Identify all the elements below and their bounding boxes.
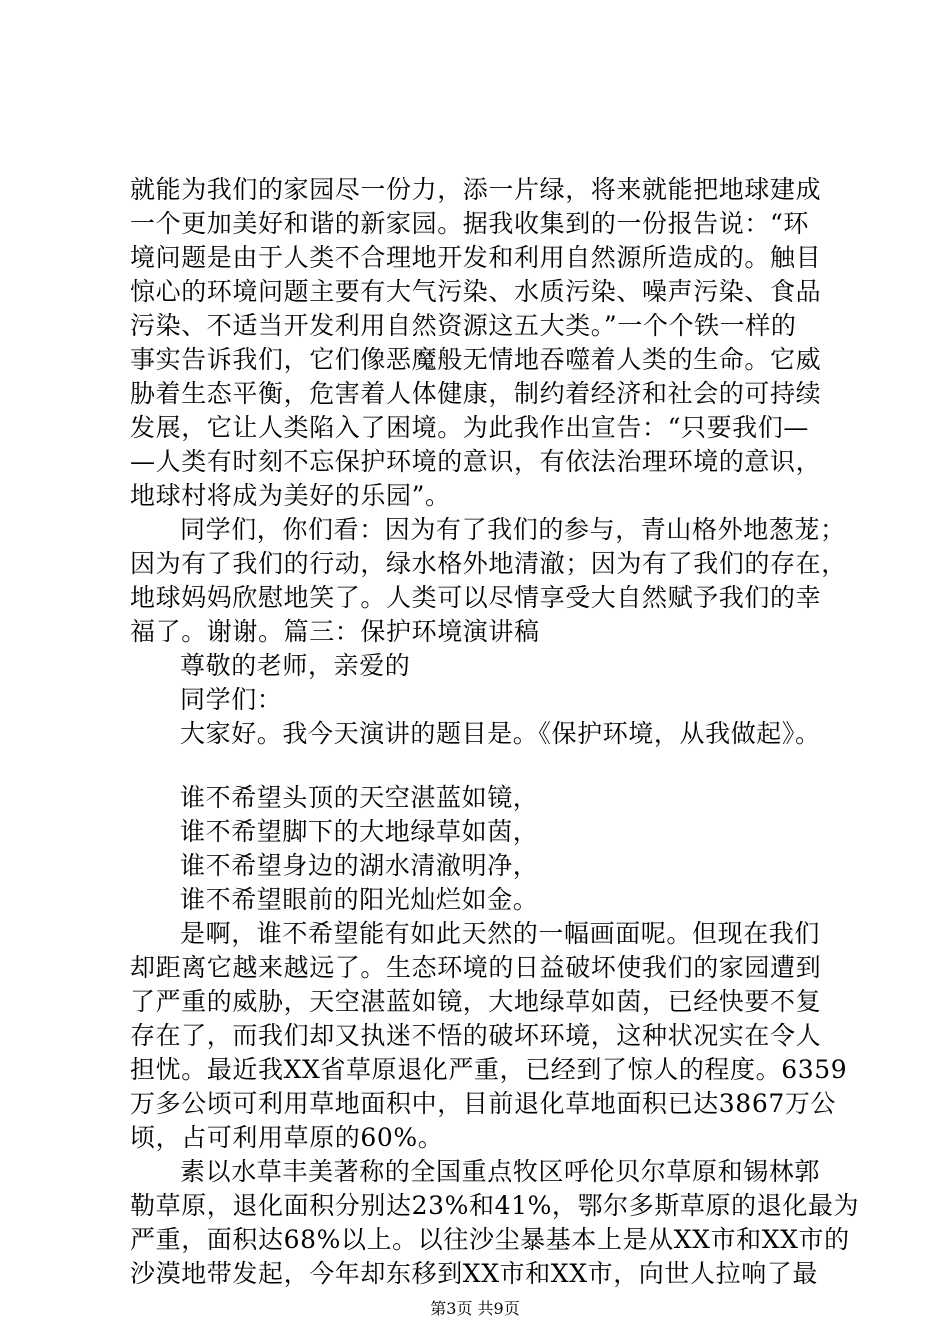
poem-line: 谁不希望头顶的天空湛蓝如镜， (180, 783, 539, 812)
greeting-line: 大家好。我今天演讲的题目是。《保护环境，从我做起》。 (180, 719, 821, 748)
body-text-line: 福了。谢谢。篇三：保护环境演讲稿 (130, 617, 540, 646)
body-text-line: 一个更加美好和谐的新家园。据我收集到的一份报告说：“环 (130, 209, 809, 238)
body-text-line: 因为有了我们的行动，绿水格外地清澈；因为有了我们的存在， (130, 549, 847, 578)
body-text-line: 顷，占可利用草原的60%。 (130, 1123, 444, 1152)
body-text-line: 万多公顷可利用草地面积中，目前退化草地面积已达3867万公 (130, 1089, 837, 1118)
salutation-line: 同学们： (180, 685, 283, 714)
body-text-line: 发展，它让人类陷入了困境。为此我作出宣告：“只要我们— (130, 413, 809, 442)
body-text-line: 担忧。最近我XX省草原退化严重，已经到了惊人的程度。6359 (130, 1055, 848, 1084)
poem-line: 谁不希望脚下的大地绿草如茵， (180, 817, 539, 846)
body-text-line: 勒草原，退化面积分别达23%和41%，鄂尔多斯草原的退化最为 (130, 1191, 860, 1220)
poem-line: 谁不希望身边的湖水清澈明净， (180, 851, 539, 880)
body-text-line: 地球妈妈欣慰地笑了。人类可以尽情享受大自然赋予我们的幸 (130, 583, 822, 612)
body-text-line: 事实告诉我们，它们像恶魔般无情地吞噬着人类的生命。它威 (130, 345, 822, 374)
page-number-footer: 第3页 共9页 (430, 1299, 520, 1318)
body-text-line: 却距离它越来越远了。生态环境的日益破坏使我们的家园遭到 (130, 953, 822, 982)
body-text-line: 胁着生态平衡，危害着人体健康，制约着经济和社会的可持续 (130, 379, 822, 408)
salutation-line: 尊敬的老师，亲爱的 (180, 651, 411, 680)
body-text-line: —人类有时刻不忘保护环境的意识，有依法治理环境的意识， (130, 447, 822, 476)
paragraph-first-line: 素以水草丰美著称的全国重点牧区呼伦贝尔草原和锡林郭 (180, 1157, 821, 1186)
body-text-line: 沙漠地带发起，今年却东移到XX市和XX市，向世人拉响了最 (130, 1259, 818, 1288)
body-text-line: 污染、不适当开发利用自然资源这五大类。”一个个铁一样的 (130, 311, 797, 340)
body-text-line: 境问题是由于人类不合理地开发和利用自然源所造成的。触目 (130, 243, 822, 272)
body-text-line: 惊心的环境问题主要有大气污染、水质污染、噪声污染、食品 (130, 277, 822, 306)
body-text-line: 了严重的威胁，天空湛蓝如镜，大地绿草如茵，已经快要不复 (130, 987, 822, 1016)
body-text-line: 地球村将成为美好的乐园”。 (130, 481, 451, 510)
paragraph-first-line: 同学们，你们看：因为有了我们的参与，青山格外地葱茏； (180, 515, 846, 544)
body-text-line: 就能为我们的家园尽一份力，添一片绿，将来就能把地球建成 (130, 175, 822, 204)
paragraph-first-line: 是啊，谁不希望能有如此天然的一幅画面呢。但现在我们 (180, 919, 821, 948)
body-text-line: 严重，面积达68%以上。以往沙尘暴基本上是从XX市和XX市的 (130, 1225, 850, 1254)
body-text-line: 存在了，而我们却又执迷不悟的破坏环境，这种状况实在令人 (130, 1021, 822, 1050)
poem-line: 谁不希望眼前的阳光灿烂如金。 (180, 885, 539, 914)
